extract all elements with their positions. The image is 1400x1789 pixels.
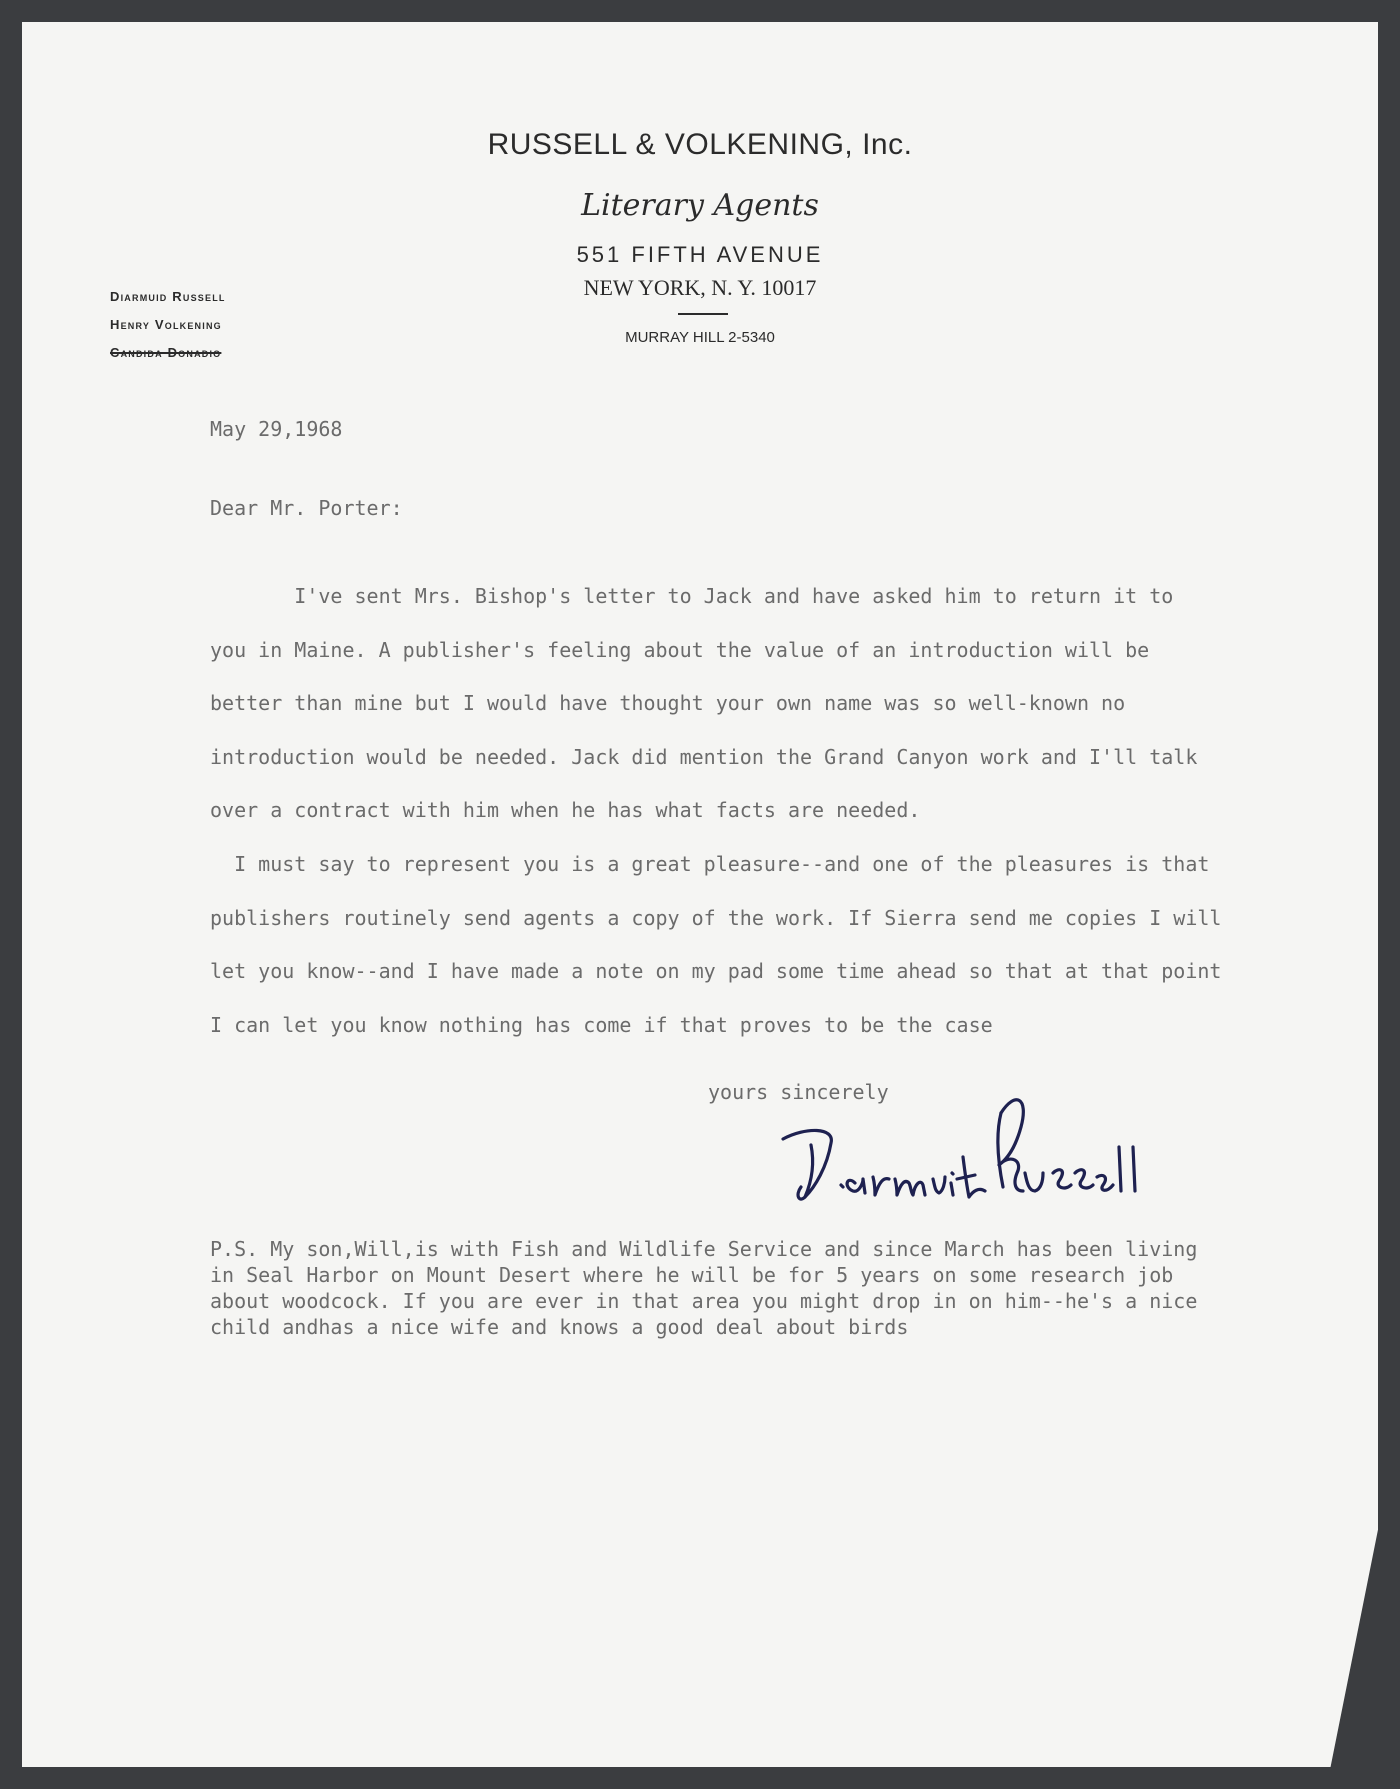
letter-body <box>210 570 1340 1052</box>
body-line: I can let you know nothing has come if that proves to be the case <box>210 1012 993 1037</box>
closing: yours sincerely <box>708 1080 889 1104</box>
postscript-line: P.S. My son,Will,is with Fish and Wildlife Service and since March has been living <box>210 1237 1198 1261</box>
letterhead-firm-name: RUSSELL & VOLKENING, Inc. <box>487 128 913 161</box>
body-line: you in Maine. A publisher's feeling about the value of an introduction will be <box>210 637 1150 662</box>
body-line: let you know--and I have made a note on my pad some time ahead so that at that point <box>210 959 1222 984</box>
body-line: better than mine but I would have thought your own name was so well-known no <box>210 691 1126 716</box>
postscript-line: child andhas a nice wife and knows a good deal about birds <box>210 1315 909 1339</box>
letterhead-divider <box>678 313 728 315</box>
postscript-line: in Seal Harbor on Mount Desert where he will be for 5 years on some research job <box>210 1263 1174 1287</box>
partner-name-struck: Candida Donadio <box>110 345 222 360</box>
body-line: I've sent Mrs. Bishop's letter to Jack and have asked him to return it to <box>210 584 1174 608</box>
letterhead-city: NEW YORK, N. Y. 10017 <box>583 275 817 300</box>
letterhead-street: 551 FIFTH AVENUE <box>576 242 824 267</box>
partner-name: Diarmuid Russell <box>110 289 226 304</box>
salutation: Dear Mr. Porter: <box>210 496 403 520</box>
postscript <box>210 1236 1340 1340</box>
body-line: over a contract with him when he has what facts are needed. <box>210 798 921 823</box>
body-line: I must say to represent you is a great pleasure--and one of the pleasures is that <box>210 851 1210 876</box>
letter-date: May 29,1968 <box>210 417 343 441</box>
letterhead-phone: MURRAY HILL 2-5340 <box>625 329 775 346</box>
partner-name: Henry Volkening <box>110 317 222 332</box>
partner-list <box>110 283 226 367</box>
postscript-line: about woodcock. If you are ever in that area you might drop in on him--he's a nice <box>210 1289 1198 1313</box>
letterhead-tagline: Literary Agents <box>581 188 819 223</box>
body-line: publishers routinely send agents a copy of the work. If Sierra send me copies I will <box>210 905 1222 930</box>
body-line: introduction would be needed. Jack did mention the Grand Canyon work and I'll talk <box>210 744 1198 769</box>
handwritten-signature <box>775 1087 1165 1217</box>
